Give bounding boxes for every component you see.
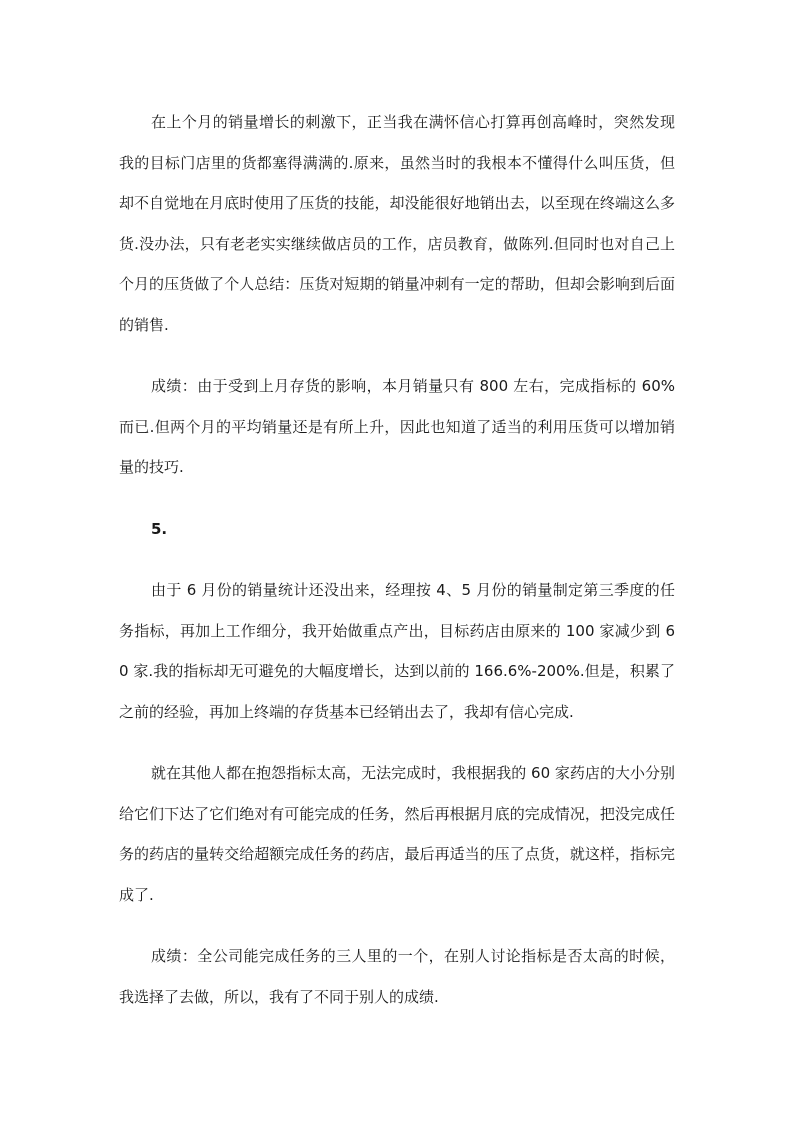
paragraph-spacer xyxy=(119,915,675,936)
paragraph-spacer xyxy=(119,345,675,366)
paragraph-inventory-pressure: 在上个月的销量增长的刺激下，正当我在满怀信心打算再创高峰时，突然发现我的目标门店里的货都塞得满满的.原来，虽然当时的我根本不懂得什么叫压货，但却不自觉地在月底时使用了压货的技能，却没能很好地销出去，以至现在终端这么多货.没办法，只有老老实实继续做店员的工作，店员教育，做陈列.但同时也对自己上个月的压货做了个人总结：压货对短期的销量冲刺有一定的帮助，但却会影响到后面的销售. xyxy=(119,113,675,334)
paragraph-task-allocation: 就在其他人都在抱怨指标太高，无法完成时，我根据我的 60 家药店的大小分别给它们下达了它们绝对有可能完成的任务，然后再根据月底的完成情况，把没完成任务的药店的量转交给超额完成任务的药店，最后再适当的压了点货，就这样，指标完成了. xyxy=(119,764,675,904)
section-heading-5: 5. xyxy=(151,519,168,538)
paragraph-quarter-targets: 由于 6 月份的销量统计还没出来，经理按 4、5 月份的销量制定第三季度的任务指标，再加上工作细分，我开始做重点产出，目标药店由原来的 100 家减少到 60 家.我的指标却无可避免的大幅度增长，达到以前的 166.6%-200%.但是，积累了之前的经验，再加上终端的存货基本已经销出去了，我却有信心完成. xyxy=(119,581,675,721)
paragraph-result-month: 成绩：由于受到上月存货的影响，本月销量只有 800 左右，完成指标的 60%而已.但两个月的平均销量还是有所上升，因此也知道了适当的利用压货可以增加销量的技巧. xyxy=(119,377,675,476)
paragraph-spacer xyxy=(119,488,675,509)
document-body xyxy=(119,102,675,1017)
paragraph-spacer xyxy=(119,732,675,753)
paragraph-spacer xyxy=(119,549,675,570)
paragraph-result-company: 成绩：全公司能完成任务的三人里的一个，在别人讨论指标是否太高的时候，我选择了去做，所以，我有了不同于别人的成绩. xyxy=(119,947,675,1006)
